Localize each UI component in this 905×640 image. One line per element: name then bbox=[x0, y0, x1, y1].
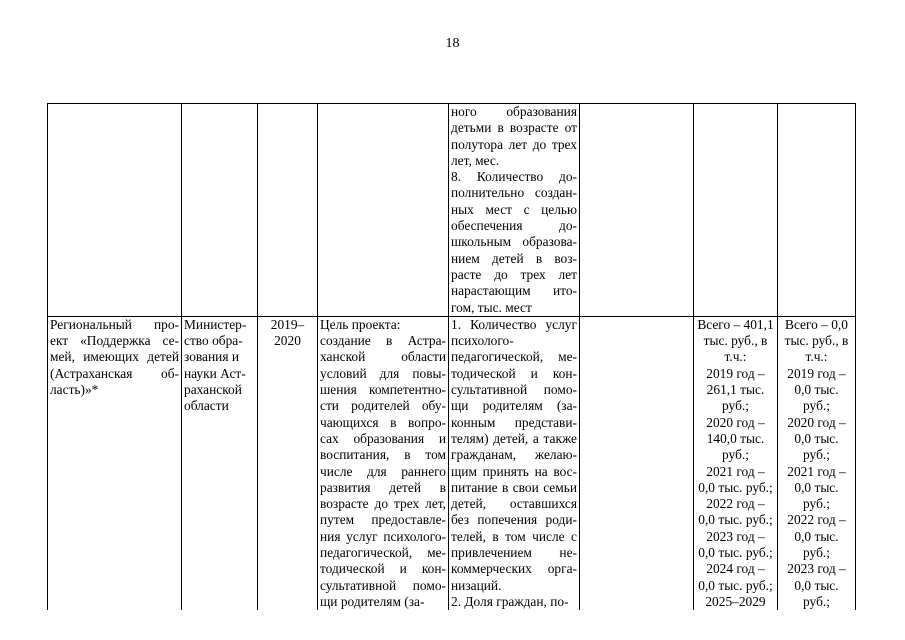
text-line: ных мест с целью bbox=[451, 201, 577, 217]
text-line: 2024 год – bbox=[706, 561, 765, 577]
cell-empty bbox=[318, 104, 449, 317]
text-line: школьным образова- bbox=[451, 234, 577, 250]
text-line: возрасте до трех лет, bbox=[320, 496, 446, 512]
text-line: ния услуг психолого- bbox=[320, 528, 446, 544]
text-line: педагогической, ме- bbox=[451, 349, 577, 365]
cell-empty bbox=[258, 104, 318, 317]
text-line: гражданам, желаю- bbox=[451, 447, 577, 463]
text-line: Региональный про- bbox=[50, 316, 179, 332]
text-line: 2022 год – bbox=[706, 496, 765, 512]
text-line: низаций. bbox=[451, 577, 502, 593]
text-line: 0,0 тыс. руб.; bbox=[698, 577, 773, 593]
cell-funding-federal bbox=[778, 316, 856, 610]
text-line: Всего – 401,1 bbox=[697, 316, 774, 332]
text-line: Всего – 0,0 bbox=[785, 316, 848, 332]
cell-empty bbox=[182, 104, 258, 317]
text-line: психолого- bbox=[451, 333, 514, 349]
cell-indicators bbox=[449, 316, 580, 610]
text-line: гом, тыс. мест bbox=[451, 299, 532, 315]
text-line: 2023 год – bbox=[787, 561, 846, 577]
cell-empty bbox=[580, 104, 694, 317]
text-line: тодической и кон- bbox=[451, 365, 577, 381]
text-line: 8. Количество до- bbox=[451, 169, 577, 185]
text-line: 261,1 тыс. bbox=[706, 382, 765, 398]
text-line: Министер- bbox=[184, 316, 247, 332]
text-line: 2. Доля граждан, по- bbox=[451, 593, 569, 609]
text-line: ласть)»* bbox=[50, 382, 99, 398]
text-line: расте до трех лет bbox=[451, 266, 577, 282]
text-line: создание в Астра- bbox=[320, 333, 446, 349]
text-line: ект «Поддержка се- bbox=[50, 333, 179, 349]
text-line: руб.; bbox=[803, 545, 830, 561]
text-line: руб.; bbox=[803, 447, 830, 463]
cell-project-goal bbox=[318, 316, 449, 610]
cell-funding-total bbox=[694, 316, 778, 610]
text-line: развития детей в bbox=[320, 479, 446, 495]
text-line: полнительно создан- bbox=[451, 185, 577, 201]
text-line: педагогической, ме- bbox=[320, 545, 446, 561]
text-line: 2019 год – bbox=[706, 365, 765, 381]
text-line: тыс. руб., в bbox=[784, 333, 849, 349]
program-table bbox=[47, 103, 856, 610]
text-line: 2021 год – bbox=[787, 463, 846, 479]
text-line: 140,0 тыс. bbox=[706, 430, 765, 446]
text-line: 2020 год – bbox=[787, 414, 846, 430]
text-line: руб.; bbox=[722, 447, 749, 463]
text-line: сультативной помо- bbox=[451, 382, 577, 398]
text-line: зования и bbox=[184, 349, 240, 365]
text-line: телям) детей, а также bbox=[451, 430, 577, 446]
text-line: нием детей в воз- bbox=[451, 250, 577, 266]
cell-empty bbox=[778, 104, 856, 317]
cell-project-name bbox=[48, 316, 182, 610]
text-line: сультативной помо- bbox=[320, 577, 446, 593]
text-line: воспитания, в том bbox=[320, 447, 446, 463]
text-line: 0,0 тыс. bbox=[794, 430, 839, 446]
text-line: обеспечения до- bbox=[451, 218, 577, 234]
text-line: коммерческих орга- bbox=[451, 561, 577, 577]
text-line: привлечением не- bbox=[451, 545, 577, 561]
text-line: 0,0 тыс. bbox=[794, 382, 839, 398]
text-line: 2020 bbox=[274, 333, 301, 349]
text-line: щи родителям (за- bbox=[451, 398, 577, 414]
text-line: сти родителей обу- bbox=[320, 398, 446, 414]
text-line: 2021 год – bbox=[706, 463, 765, 479]
text-line: 2025–2029 bbox=[705, 593, 766, 609]
text-line: раханской bbox=[184, 382, 242, 398]
page-number: 18 bbox=[445, 36, 460, 51]
text-line: нарастающим ито- bbox=[451, 283, 577, 299]
text-line: (Астраханская об- bbox=[50, 365, 179, 381]
text-line: 2023 год – bbox=[706, 528, 765, 544]
cell-empty bbox=[694, 104, 778, 317]
text-line: т.ч.: bbox=[724, 349, 747, 365]
text-line: 0,0 тыс. bbox=[794, 479, 839, 495]
text-line: 0,0 тыс. bbox=[794, 577, 839, 593]
text-line: Цель проекта: bbox=[320, 316, 401, 332]
text-line: руб.; bbox=[722, 398, 749, 414]
text-line: щим принять на вос- bbox=[451, 463, 577, 479]
table-row-continuation bbox=[48, 104, 856, 317]
text-line: без попечения роди- bbox=[451, 512, 577, 528]
text-line: путем предоставле- bbox=[320, 512, 446, 528]
text-line: 2019– bbox=[270, 316, 305, 332]
text-line: ного образования bbox=[451, 104, 577, 119]
text-line: чающихся в вопро- bbox=[320, 414, 446, 430]
text-line: руб.; bbox=[803, 398, 830, 414]
cell-empty bbox=[580, 316, 694, 610]
text-line: тодической и кон- bbox=[320, 561, 446, 577]
text-line: ханской области bbox=[320, 349, 446, 365]
cell-indicators-continued bbox=[449, 104, 580, 317]
text-line: условий для повы- bbox=[320, 365, 446, 381]
text-line: питание в свои семьи bbox=[451, 479, 577, 495]
text-line: мей, имеющих детей bbox=[50, 349, 179, 365]
text-line: лет, мес. bbox=[451, 152, 500, 168]
text-line: 2019 год – bbox=[787, 365, 846, 381]
text-line: шения компетентно- bbox=[320, 382, 446, 398]
text-line: области bbox=[184, 398, 229, 414]
text-line: щи родителям (за- bbox=[320, 593, 425, 609]
text-line: науки Аст- bbox=[184, 365, 246, 381]
text-line: 0,0 тыс. bbox=[794, 528, 839, 544]
table-row-regional-project bbox=[48, 316, 856, 610]
text-line: 0,0 тыс. руб.; bbox=[698, 512, 773, 528]
cell-empty bbox=[48, 104, 182, 317]
text-line: детей, оставшихся bbox=[451, 496, 577, 512]
text-line: 0,0 тыс. руб.; bbox=[698, 479, 773, 495]
text-line: детьми в возрасте от bbox=[451, 120, 577, 136]
text-line: полутора лет до трех bbox=[451, 136, 577, 152]
text-line: ство обра- bbox=[184, 333, 243, 349]
cell-executor bbox=[182, 316, 258, 610]
text-line: тыс. руб., в bbox=[703, 333, 768, 349]
text-line: 2020 год – bbox=[706, 414, 765, 430]
text-line: телей, в том числе с bbox=[451, 528, 577, 544]
cell-period bbox=[258, 316, 318, 610]
text-line: числе для раннего bbox=[320, 463, 446, 479]
text-line: руб.; bbox=[803, 496, 830, 512]
text-line: т.ч.: bbox=[805, 349, 828, 365]
text-line: 1. Количество услуг bbox=[451, 316, 577, 332]
text-line: 0,0 тыс. руб.; bbox=[698, 545, 773, 561]
text-line: 2022 год – bbox=[787, 512, 846, 528]
text-line: руб.; bbox=[803, 593, 830, 609]
text-line: сах образования и bbox=[320, 430, 446, 446]
text-line: конным представи- bbox=[451, 414, 577, 430]
